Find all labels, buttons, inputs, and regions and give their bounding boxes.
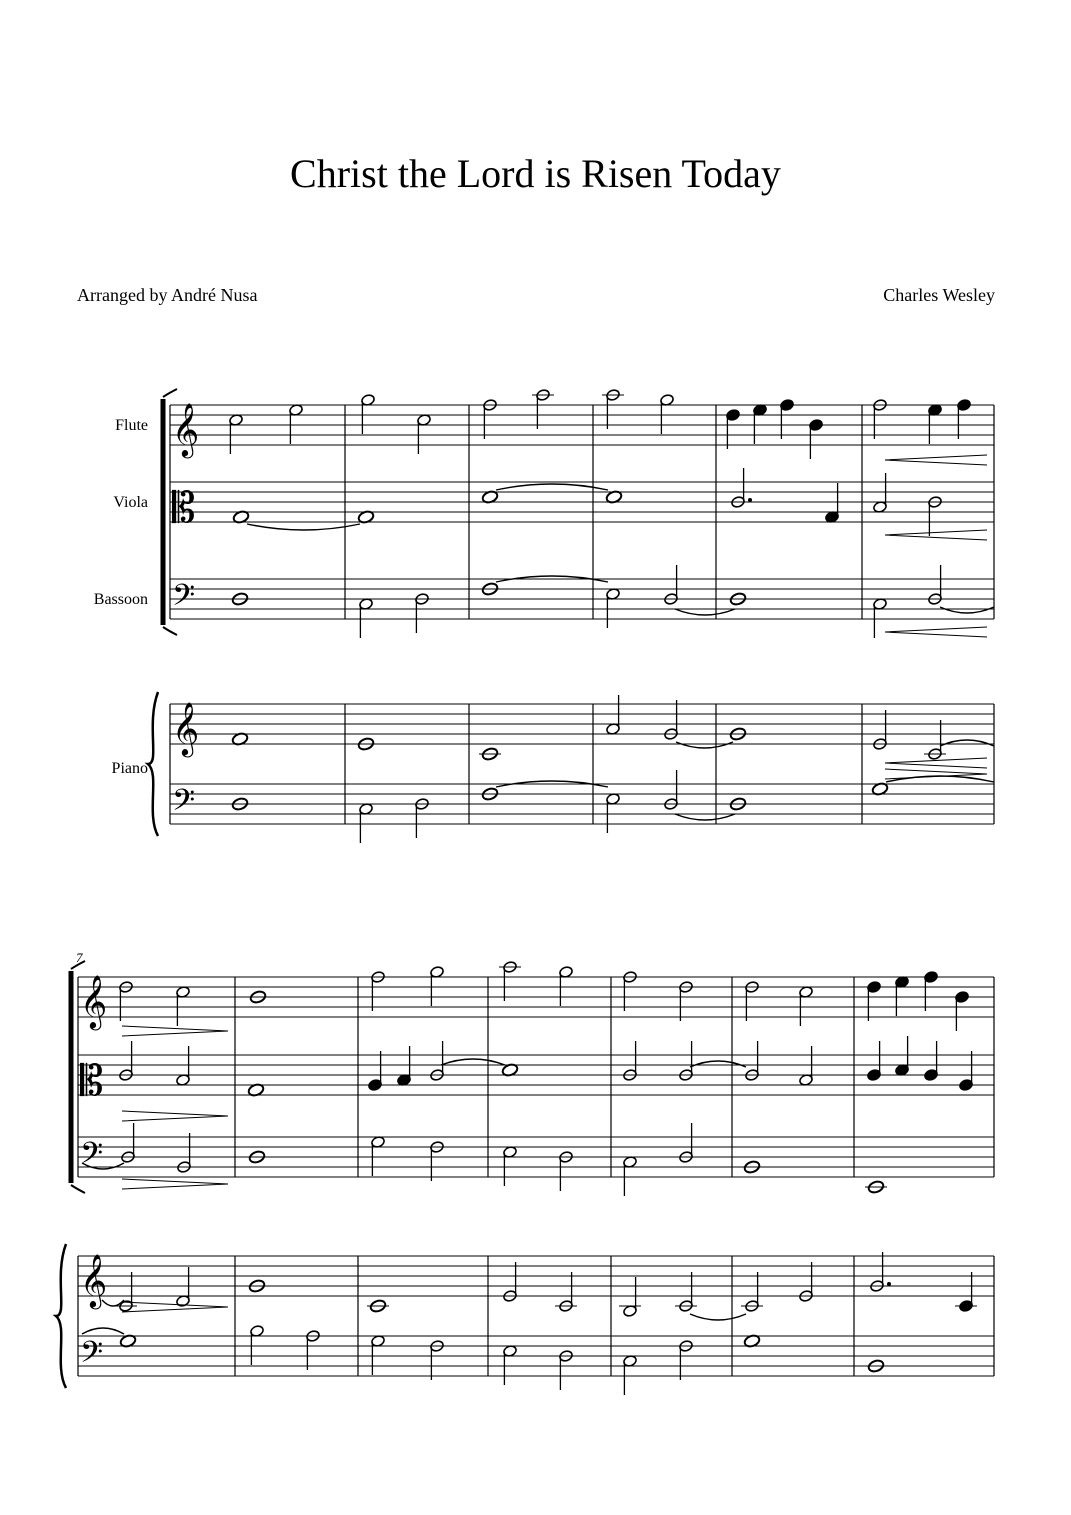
note xyxy=(417,414,432,454)
composer-credit: Charles Wesley xyxy=(883,285,995,305)
tie xyxy=(940,607,994,613)
note xyxy=(867,1041,882,1081)
crescendo-hairpin xyxy=(885,758,987,768)
bracket-hook xyxy=(163,389,177,397)
crescendo-hairpin xyxy=(885,455,987,465)
note xyxy=(753,404,768,444)
arranger-credit: Arranged by André Nusa xyxy=(77,285,258,305)
decrescendo-hairpin xyxy=(122,1179,228,1189)
tie xyxy=(690,1061,746,1067)
bracket-hook xyxy=(71,1185,85,1193)
note xyxy=(176,1046,191,1086)
instrument-label-viola: Viola xyxy=(113,494,148,511)
note xyxy=(368,1051,383,1091)
treble-clef: 𝄞 xyxy=(80,974,108,1028)
decrescendo-hairpin xyxy=(122,1302,228,1312)
note xyxy=(867,981,882,1021)
bass-clef: 𝄢 xyxy=(172,579,196,620)
note xyxy=(959,1051,974,1091)
tie xyxy=(690,1314,746,1320)
note xyxy=(430,966,445,1006)
note xyxy=(606,793,621,833)
treble-clef: 𝄞 xyxy=(80,1253,108,1307)
note xyxy=(229,414,244,454)
score-title: Christ the Lord is Risen Today xyxy=(290,151,781,196)
treble-clef: 𝄞 xyxy=(172,701,200,755)
note xyxy=(895,1036,910,1076)
note xyxy=(924,971,939,1011)
note xyxy=(503,1345,518,1385)
note xyxy=(955,991,970,1031)
bass-clef: 𝄢 xyxy=(80,1336,104,1377)
tie xyxy=(675,814,735,820)
note xyxy=(361,394,376,434)
piano-brace xyxy=(148,692,158,836)
alto-clef: 𝄡 xyxy=(80,1056,104,1105)
dot xyxy=(887,1282,891,1286)
tie xyxy=(886,776,994,782)
tie xyxy=(82,1328,124,1334)
instrument-label-piano: Piano xyxy=(111,760,148,777)
note xyxy=(503,1146,518,1186)
note xyxy=(809,419,824,459)
note xyxy=(623,1156,638,1196)
decrescendo-hairpin xyxy=(122,1026,228,1036)
bass-clef: 𝄢 xyxy=(172,784,196,825)
tie xyxy=(940,740,994,746)
note xyxy=(799,986,814,1026)
note xyxy=(623,1355,638,1395)
note xyxy=(359,803,374,843)
bass-clef: 𝄢 xyxy=(80,1137,104,1178)
tie xyxy=(496,484,608,490)
note xyxy=(623,1277,638,1317)
note xyxy=(250,1325,265,1365)
note xyxy=(924,1041,939,1081)
note xyxy=(780,399,795,439)
alto-clef: 𝄡 xyxy=(172,483,196,532)
note xyxy=(957,399,972,439)
note xyxy=(559,966,574,1006)
tie xyxy=(676,742,733,748)
note xyxy=(176,1267,191,1307)
note xyxy=(371,1136,386,1176)
piano-brace xyxy=(56,1244,66,1388)
note xyxy=(606,588,621,628)
measure-number: 7 xyxy=(76,950,83,965)
note xyxy=(873,473,888,513)
crescendo-hairpin xyxy=(885,627,987,637)
tie xyxy=(441,1059,505,1065)
note xyxy=(606,695,621,735)
treble-clef: 𝄞 xyxy=(172,402,200,456)
dot xyxy=(748,498,752,502)
decrescendo-hairpin xyxy=(122,1111,228,1121)
note xyxy=(928,404,943,444)
note xyxy=(371,1335,386,1375)
instrument-label-bassoon: Bassoon xyxy=(93,591,148,608)
note xyxy=(397,1046,412,1086)
note xyxy=(726,409,741,449)
note xyxy=(660,394,675,434)
bracket-hook xyxy=(163,627,177,635)
instrument-label-flute: Flute xyxy=(115,417,148,434)
note xyxy=(895,976,910,1016)
note xyxy=(176,986,191,1026)
note xyxy=(825,483,840,523)
crescendo-hairpin xyxy=(885,530,987,540)
note xyxy=(799,1046,814,1086)
tie xyxy=(247,524,360,530)
tie xyxy=(675,609,735,615)
note xyxy=(289,404,304,444)
note xyxy=(359,598,374,638)
